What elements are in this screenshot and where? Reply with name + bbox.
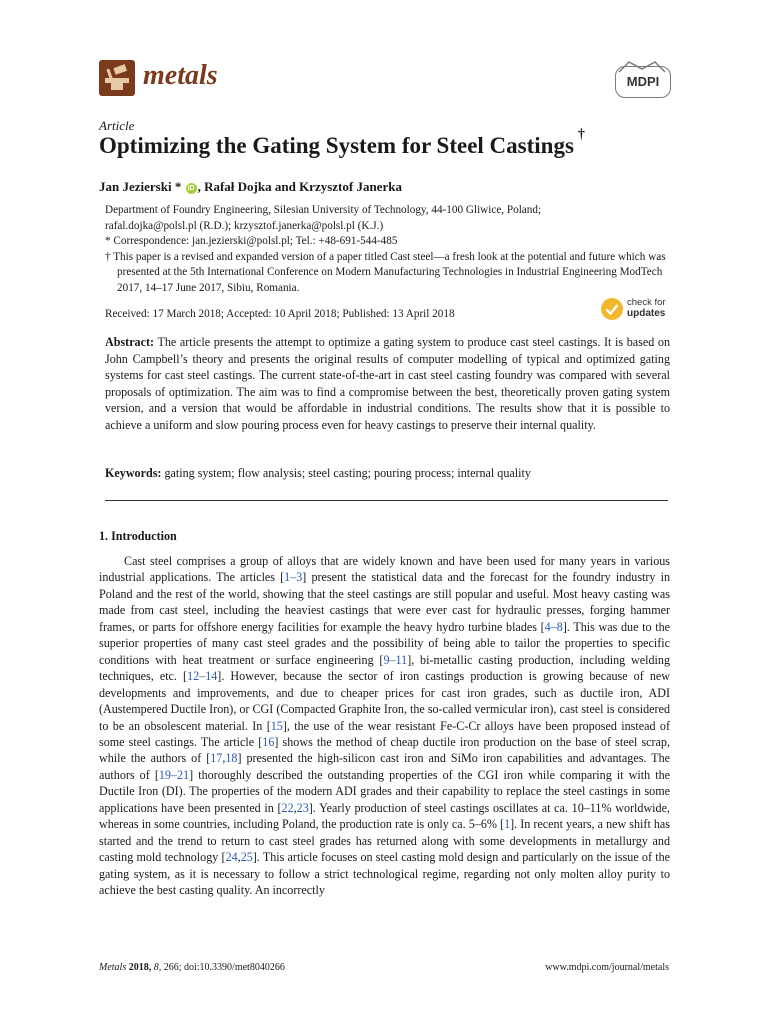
article-type: Article bbox=[99, 118, 135, 133]
check-updates-line1: check for bbox=[627, 297, 666, 308]
publication-dates: Received: 17 March 2018; Accepted: 10 April 2018; Published: 13 April 2018 bbox=[105, 308, 455, 320]
body-span: , bbox=[222, 751, 226, 766]
keywords-label: Keywords: bbox=[105, 466, 162, 480]
body-span: ]. In recent years, a new shift has started and the trend to return to cast steel grades has returned along with some developments in metallurgy and casting mold technology [ bbox=[99, 817, 671, 865]
citation-link[interactable]: 4–8 bbox=[544, 619, 563, 634]
citation-link[interactable]: 16 bbox=[262, 734, 275, 749]
divider bbox=[105, 500, 668, 501]
title-footnote-mark: † bbox=[577, 127, 585, 143]
journal-url[interactable]: www.mdpi.com/journal/metals bbox=[545, 962, 669, 973]
citation-link[interactable]: 1 bbox=[504, 817, 511, 832]
citation-link[interactable]: 12–14 bbox=[187, 669, 218, 684]
body-span: ] thoroughly described the outstanding properties of the CGI iron while comparing it with the Ductile Iron (DI). The properties of the modern ADI grades and their capability to replace the steel castings in some applications have been presented in [ bbox=[99, 767, 670, 815]
citation-link[interactable]: 9–11 bbox=[383, 652, 408, 667]
correspondence: * Correspondence: jan.jezierski@polsl.pl; Tel.: +48-691-544-485 bbox=[105, 235, 398, 247]
keywords-text: gating system; flow analysis; steel casting; pouring process; internal quality bbox=[161, 466, 531, 480]
journal-name: metals bbox=[143, 60, 218, 91]
body-span: Cast steel comprises a group of alloys that are widely known and have been used for many years in various industrial applications. The articles [ bbox=[99, 554, 670, 585]
abstract-text: The article presents the attempt to optimize a gating system to produce cast steel castings. It is based on John Campbell’s theory and presents the original results of computer modelling of typical and optimized gating systems for cast steel castings. The current state-of-the-art in cast steel casting foundry was compared with several proposals of optimization. The aim was to find a compromise between the best, theoretically proven gating system version, and a version that would be affordable in industrial conditions. The results show that it is possible to achieve a uniform and slow pouring process even for heavy castings to preserve their internal quality. bbox=[105, 335, 670, 432]
body-span: , bbox=[237, 850, 241, 865]
affiliation-line-2: rafal.dojka@polsl.pl (R.D.); krzysztof.janerka@polsl.pl (K.J.) bbox=[105, 219, 384, 232]
citation-link[interactable]: 24 bbox=[225, 850, 238, 865]
keywords bbox=[105, 466, 531, 481]
journal-logo bbox=[99, 60, 279, 96]
publisher-name: MDPI bbox=[615, 66, 671, 98]
body-span: ] present the statistical data and the forecast for the foundry industry in Poland and the rest of the world, showing that the steel castings are still popular and useful. Most heavy casting was made from cast steel, including the heaviest castings that were ever cast for hydraulic presses, forging hammer frames, or parts for offshore energy facilities for example the heavy hydro turbine blades [ bbox=[99, 570, 671, 634]
corresponding-mark: * bbox=[171, 179, 182, 194]
abstract bbox=[105, 334, 670, 434]
body-span: , bbox=[293, 800, 297, 815]
body-span: ], bi-metallic casting production, including welding techniques, etc. [ bbox=[99, 652, 670, 684]
affiliation-line-1: Department of Foundry Engineering, Silesian University of Technology, 44-100 Gliwice, Poland; bbox=[105, 204, 542, 216]
revision-note: † This paper is a revised and expanded version of a paper titled Cast steel—a fresh look at the potential and future which was presented at the 5th International Conference on Modern Manufacturing Technologies in Industrial Engineering ModTech 2017, 14–17 June 2017, Sibiu, Romania. bbox=[105, 250, 666, 294]
footer-doi: , 266; doi:10.3390/met8040266 bbox=[158, 962, 285, 973]
anvil-hammer-icon bbox=[99, 60, 135, 96]
affiliations bbox=[105, 203, 675, 296]
abstract-label: Abstract: bbox=[105, 335, 155, 349]
citation-link[interactable]: 15 bbox=[270, 718, 283, 733]
body-span: ]. However, because the sector of iron castings production is growing because of new developments and improvements, and due to cheaper prices for cast iron grades, such as ductile iron, ADI (Austempered Ductile Iron), or CGI (Compacted Graphite Iron, the so-called vermicular iron), cast steel is considered to be an obsolescent material. In [ bbox=[99, 669, 670, 733]
body-span: ]. This was due to the superior properties of many cast steel grades and the possibility of being able to tailor the properties to specific conditions with heat treatment or surface engineering [ bbox=[99, 619, 671, 667]
citation-link[interactable]: 19–21 bbox=[158, 767, 190, 782]
citation-link[interactable]: 18 bbox=[225, 751, 238, 766]
citation-link[interactable]: 23 bbox=[296, 800, 309, 815]
check-updates-label bbox=[627, 297, 666, 319]
body-span: ], the use of the wear resistant Fe-C-Cr alloys have been proposed instead of some steel castings. The article [ bbox=[99, 718, 670, 749]
check-updates-icon bbox=[600, 297, 624, 321]
section-heading: 1. Introduction bbox=[99, 529, 177, 543]
body-span: ]. Yearly production of steel castings oscillates at ca. 10–11% worldwide, whereas in some countries, including Poland, the production rate is only ca. 5–6% [ bbox=[99, 800, 670, 832]
body-span: ] presented the high-silicon cast iron and SiMo iron capabilities and advantages. The authors of [ bbox=[99, 751, 670, 782]
paper-title bbox=[99, 127, 585, 159]
citation-link[interactable]: 22 bbox=[281, 800, 294, 815]
check-updates-line2: updates bbox=[627, 308, 666, 319]
body-span: ] shows the method of cheap ductile iron production on the base of steel scrap, while the authors of [ bbox=[99, 734, 670, 766]
citation-link[interactable]: 1–3 bbox=[284, 570, 303, 585]
footer-journal: Metals bbox=[99, 962, 127, 973]
citation-link[interactable]: 17 bbox=[210, 751, 223, 766]
orcid-icon[interactable]: iD bbox=[187, 185, 195, 192]
body-span: ]. This article focuses on steel casting mold design and particularly on the issue of the gating system, as it is necessary to follow a strict technological regime, regarding not only molten alloy purity to achieve the best casting quality. An incorrectly bbox=[99, 850, 671, 898]
citation-link[interactable]: 25 bbox=[240, 850, 253, 865]
body-text bbox=[99, 553, 670, 899]
author-1: Jan Jezierski bbox=[99, 179, 172, 194]
authors-rest: , Rafał Dojka and Krzysztof Janerka bbox=[197, 179, 402, 194]
footer-citation bbox=[99, 962, 285, 973]
check-for-updates-badge[interactable] bbox=[600, 295, 680, 325]
title-text: Optimizing the Gating System for Steel Castings bbox=[99, 133, 574, 158]
publisher-logo bbox=[615, 66, 671, 98]
introduction-paragraph bbox=[99, 553, 670, 899]
footer-year: 2018, bbox=[126, 962, 154, 973]
author-list bbox=[99, 179, 402, 195]
footer-volume: 8 bbox=[153, 962, 159, 973]
